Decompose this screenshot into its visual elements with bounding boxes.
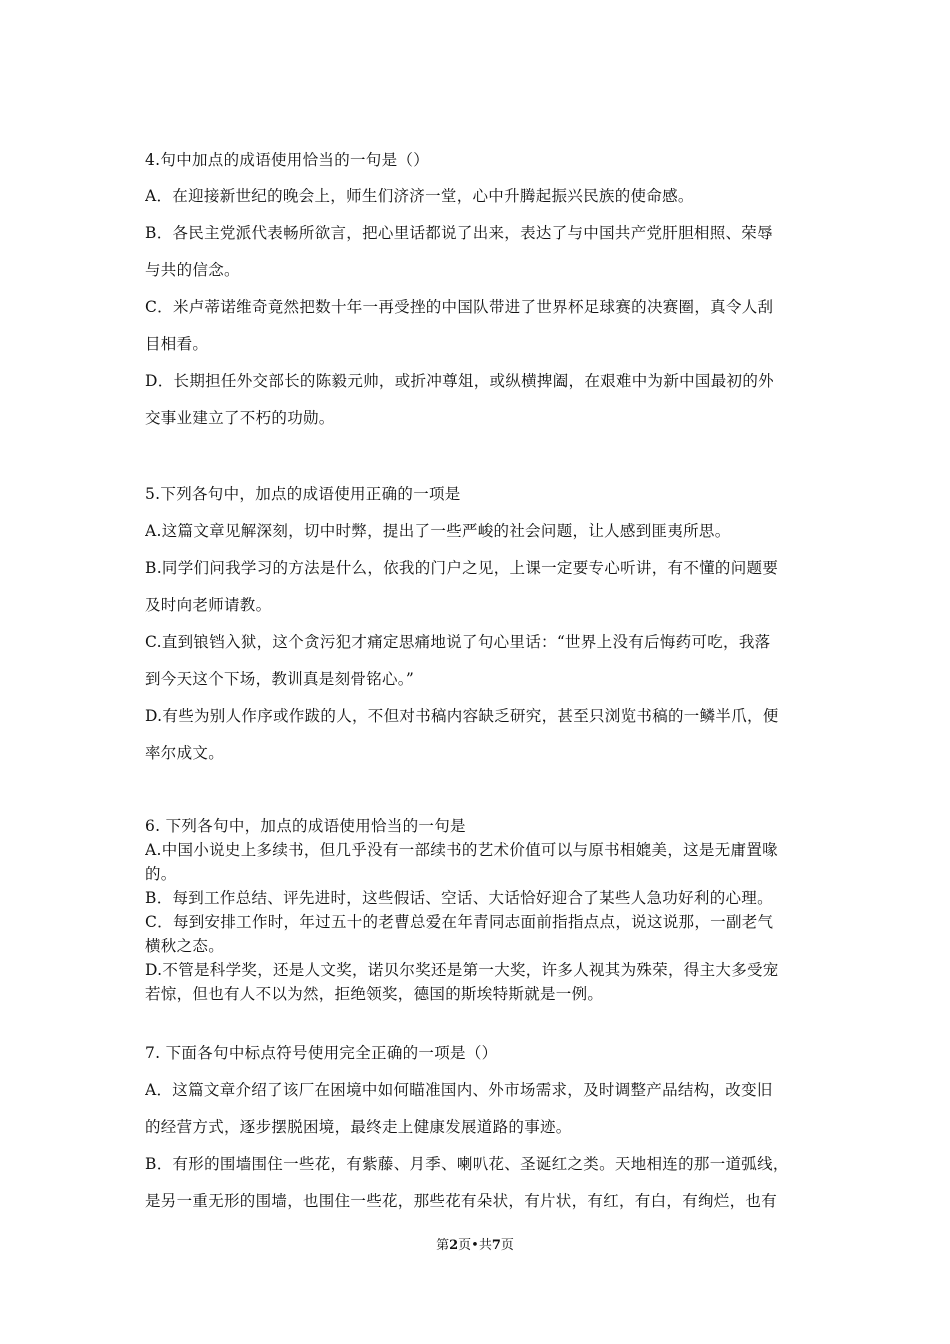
question-6-option-b: B．每到工作总结、评先进时，这些假话、空话、大话恰好迎合了某些人急功好利的心理。	[145, 889, 773, 907]
question-6-option-d: D.不管是科学奖，还是人文奖，诺贝尔奖还是第一大奖，许多人视其为殊荣，得主大多受宠	[145, 961, 779, 979]
question-6-option-d-cont: 若惊，但也有人不以为然，拒绝领奖，德国的斯埃特斯就是一例。	[145, 985, 604, 1003]
footer-prefix: 第	[436, 1238, 450, 1253]
footer-suffix: 页	[500, 1238, 514, 1253]
page-footer	[0, 1234, 950, 1253]
question-5-option-d: D.有些为别人作序或作跋的人，不但对书稿内容缺乏研究，甚至只浏览书稿的一鳞半爪，便	[145, 707, 779, 725]
question-7-option-a-cont: 的经营方式，逐步摆脱困境，最终走上健康发展道路的事迹。	[145, 1118, 572, 1136]
question-4-option-a: A．在迎接新世纪的晚会上，师生们济济一堂，心中升腾起振兴民族的使命感。	[145, 187, 694, 205]
question-4-option-c-cont: 目相看。	[145, 335, 209, 353]
question-4-option-d-cont: 交事业建立了不朽的功勋。	[145, 409, 335, 427]
question-5-option-b: B.同学们问我学习的方法是什么，依我的门户之见，上课一定要专心听讲，有不懂的问题要	[145, 559, 779, 577]
question-4-option-b: B．各民主党派代表畅所欲言，把心里话都说了出来，表达了与中国共产党肝胆相照、荣辱	[145, 224, 773, 242]
question-7-option-a: A．这篇文章介绍了该厂在困境中如何瞄准国内、外市场需求，及时调整产品结构，改变旧	[145, 1081, 773, 1099]
footer-page-number: 2	[449, 1238, 459, 1253]
question-6-option-a: A.中国小说史上多续书，但几乎没有一部续书的艺术价值可以与原书相媲美，这是无庸置喙	[145, 841, 778, 859]
footer-total-pages: 7	[491, 1238, 501, 1253]
question-5-option-d-cont: 率尔成文。	[145, 744, 225, 762]
question-4-stem: 4.句中加点的成语使用恰当的一句是（）	[145, 151, 429, 169]
question-5-option-a: A.这篇文章见解深刻，切中时弊，提出了一些严峻的社会问题，让人感到匪夷所思。	[145, 522, 731, 540]
question-7-option-b: B．有形的围墙围住一些花，有紫藤、月季、喇叭花、圣诞红之类。天地相连的那一道弧线，	[145, 1155, 789, 1173]
footer-middle: 页•共	[458, 1238, 492, 1253]
question-5-option-b-cont: 及时向老师请教。	[145, 596, 272, 614]
question-7-option-b-cont: 是另一重无形的围墙，也围住一些花，那些花有朵状，有片状，有红，有白，有绚烂，也有	[145, 1192, 778, 1210]
question-4-option-b-cont: 与共的信念。	[145, 261, 240, 279]
question-5-stem: 5.下列各句中，加点的成语使用正确的一项是	[145, 485, 461, 503]
question-6-option-a-cont: 的。	[145, 865, 177, 883]
question-5-option-c: C.直到锒铛入狱，这个贪污犯才痛定思痛地说了句心里话：“世界上没有后悔药可吃，我落	[145, 633, 771, 651]
question-6-stem: 6. 下列各句中，加点的成语使用恰当的一句是	[145, 817, 466, 835]
question-4-option-c: C．米卢蒂诺维奇竟然把数十年一再受挫的中国队带进了世界杯足球赛的决赛圈，真令人刮	[145, 298, 774, 316]
question-7-stem: 7. 下面各句中标点符号使用完全正确的一项是（）	[145, 1044, 498, 1062]
question-4-option-d: D．长期担任外交部长的陈毅元帅，或折冲尊俎，或纵横捭阖，在艰难中为新中国最初的外	[145, 372, 774, 390]
question-5-option-c-cont: 到今天这个下场，教训真是刻骨铭心。”	[145, 670, 415, 688]
question-6-option-c: C．每到安排工作时，年过五十的老曹总爱在年青同志面前指指点点，说这说那，一副老气	[145, 913, 774, 931]
question-6-option-c-cont: 横秋之态。	[145, 937, 225, 955]
